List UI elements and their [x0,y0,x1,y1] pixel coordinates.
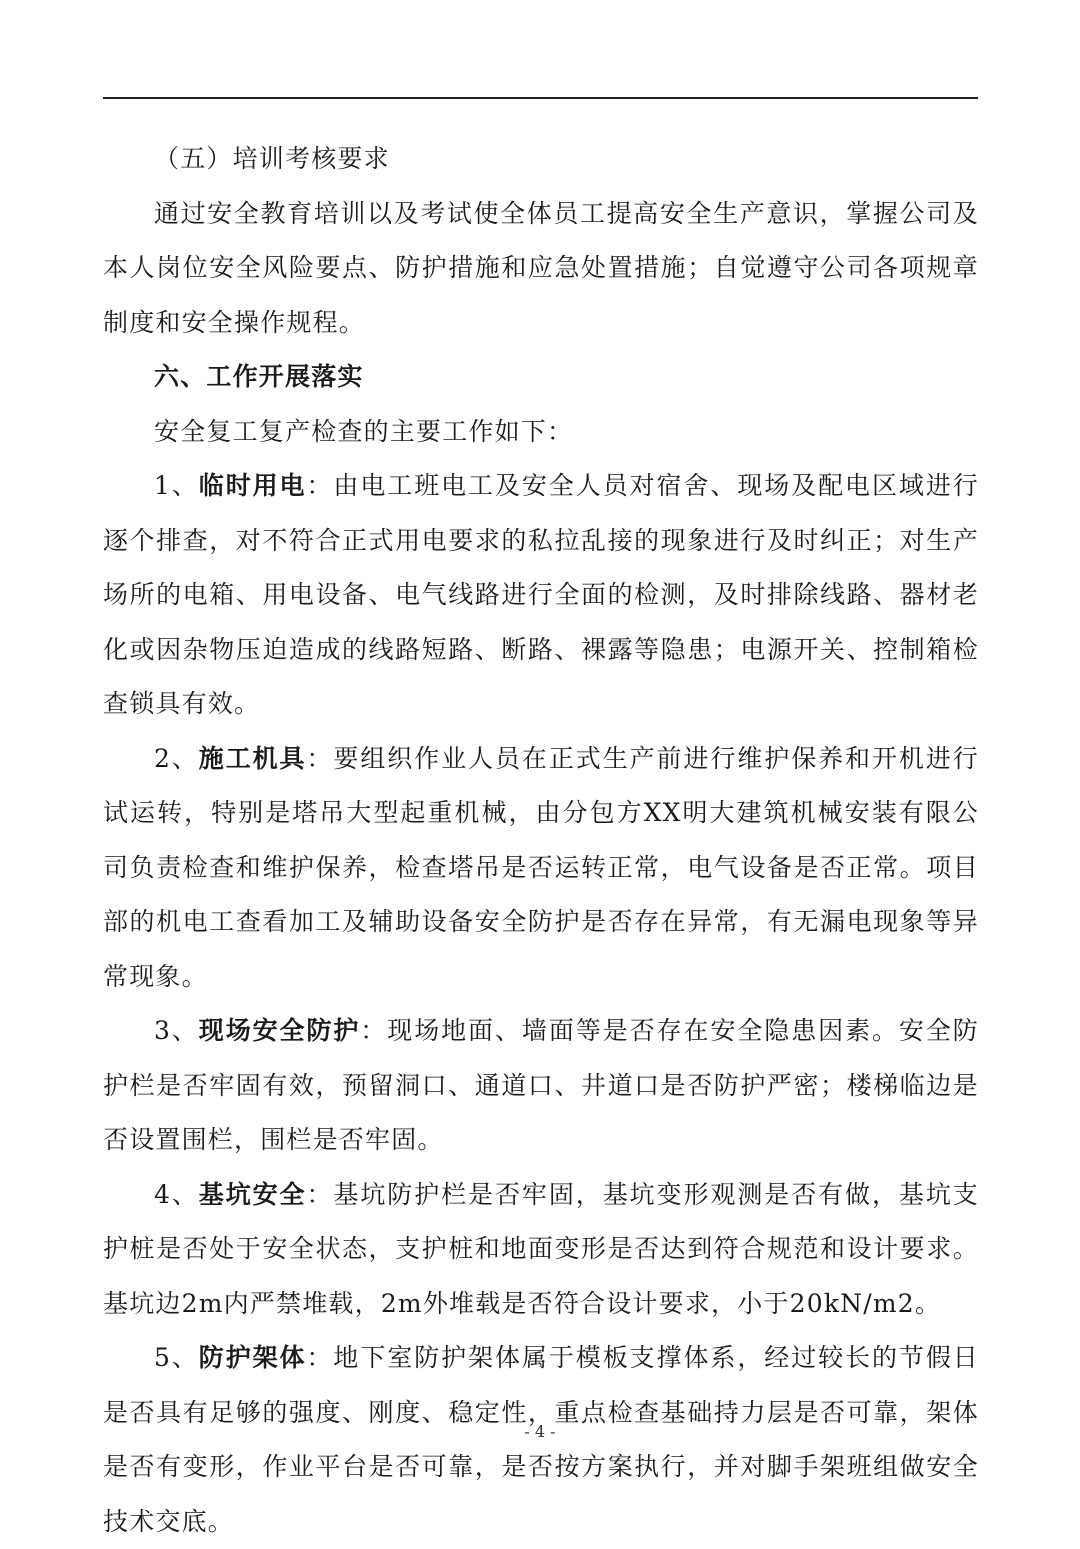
item-text: ：基坑防护栏是否牢固，基坑变形观测是否有做，基坑支护桩是否处于安全状态，支护桩和地面变形是否达到符合规范和设计要求。基坑边2m内严禁堆载，2m外堆载是否符合设计要求，小于20kN/m2。 [103,1179,979,1318]
item-number: 4、 [154,1179,199,1209]
item-number: 1、 [154,471,199,500]
page-number: - 4 - [524,1422,556,1441]
item-number: 3、 [154,1016,199,1045]
intro-text: 安全复工复产检查的主要工作如下： [154,416,574,446]
document-content [103,132,979,1549]
list-item [103,732,979,1005]
list-item [103,1004,979,1168]
list-item [103,459,979,732]
item-text: ：地下室防护架体属于模板支撑体系，经过较长的节假日是否具有足够的强度、刚度、稳定性，重点检查基础持力层是否可靠，架体是否有变形，作业平台是否可靠，是否按方案执行，并对脚手架班组做安全技术交底。 [103,1343,979,1536]
chapter-title: 六、工作开展落实 [154,362,364,391]
item-lead: 基坑安全 [198,1179,307,1209]
item-lead: 防护架体 [198,1343,307,1372]
item-lead: 现场安全防护 [198,1016,361,1045]
section-body: 通过安全教育培训以及考试使全体员工提高安全生产意识，掌握公司及本人岗位安全风险要点、防护措施和应急处置措施；自觉遵守公司各项规章制度和安全操作规程。 [103,198,979,337]
item-lead: 施工机具 [198,743,307,773]
item-lead: 临时用电 [198,471,307,500]
section-title: （五）培训考核要求 [154,144,390,173]
item-number: 2、 [154,743,199,773]
header-rule [103,97,978,99]
item-number: 5、 [154,1343,199,1372]
item-text: ：由电工班电工及安全人员对宿舍、现场及配电区域进行逐个排查，对不符合正式用电要求的私拉乱接的现象进行及时纠正；对生产场所的电箱、用电设备、电气线路进行全面的检测，及时排除线路、器材老化或因杂物压迫造成的线路短路、断路、裸露等隐患；电源开关、控制箱检查锁具有效。 [103,471,979,718]
list-item [103,1168,979,1332]
item-text: ：要组织作业人员在正式生产前进行维护保养和开机进行试运转，特别是塔吊大型起重机械，由分包方XX明大建筑机械安装有限公司负责检查和维护保养，检查塔吊是否运转正常，电气设备是否正常。项目部的机电工查看加工及辅助设备安全防护是否存在异常，有无漏电现象等异常现象。 [103,743,979,991]
item-text: ：现场地面、墙面等是否存在安全隐患因素。安全防护栏是否牢固有效，预留洞口、通道口、井道口是否防护严密；楼梯临边是否设置围栏，围栏是否牢固。 [103,1016,979,1154]
